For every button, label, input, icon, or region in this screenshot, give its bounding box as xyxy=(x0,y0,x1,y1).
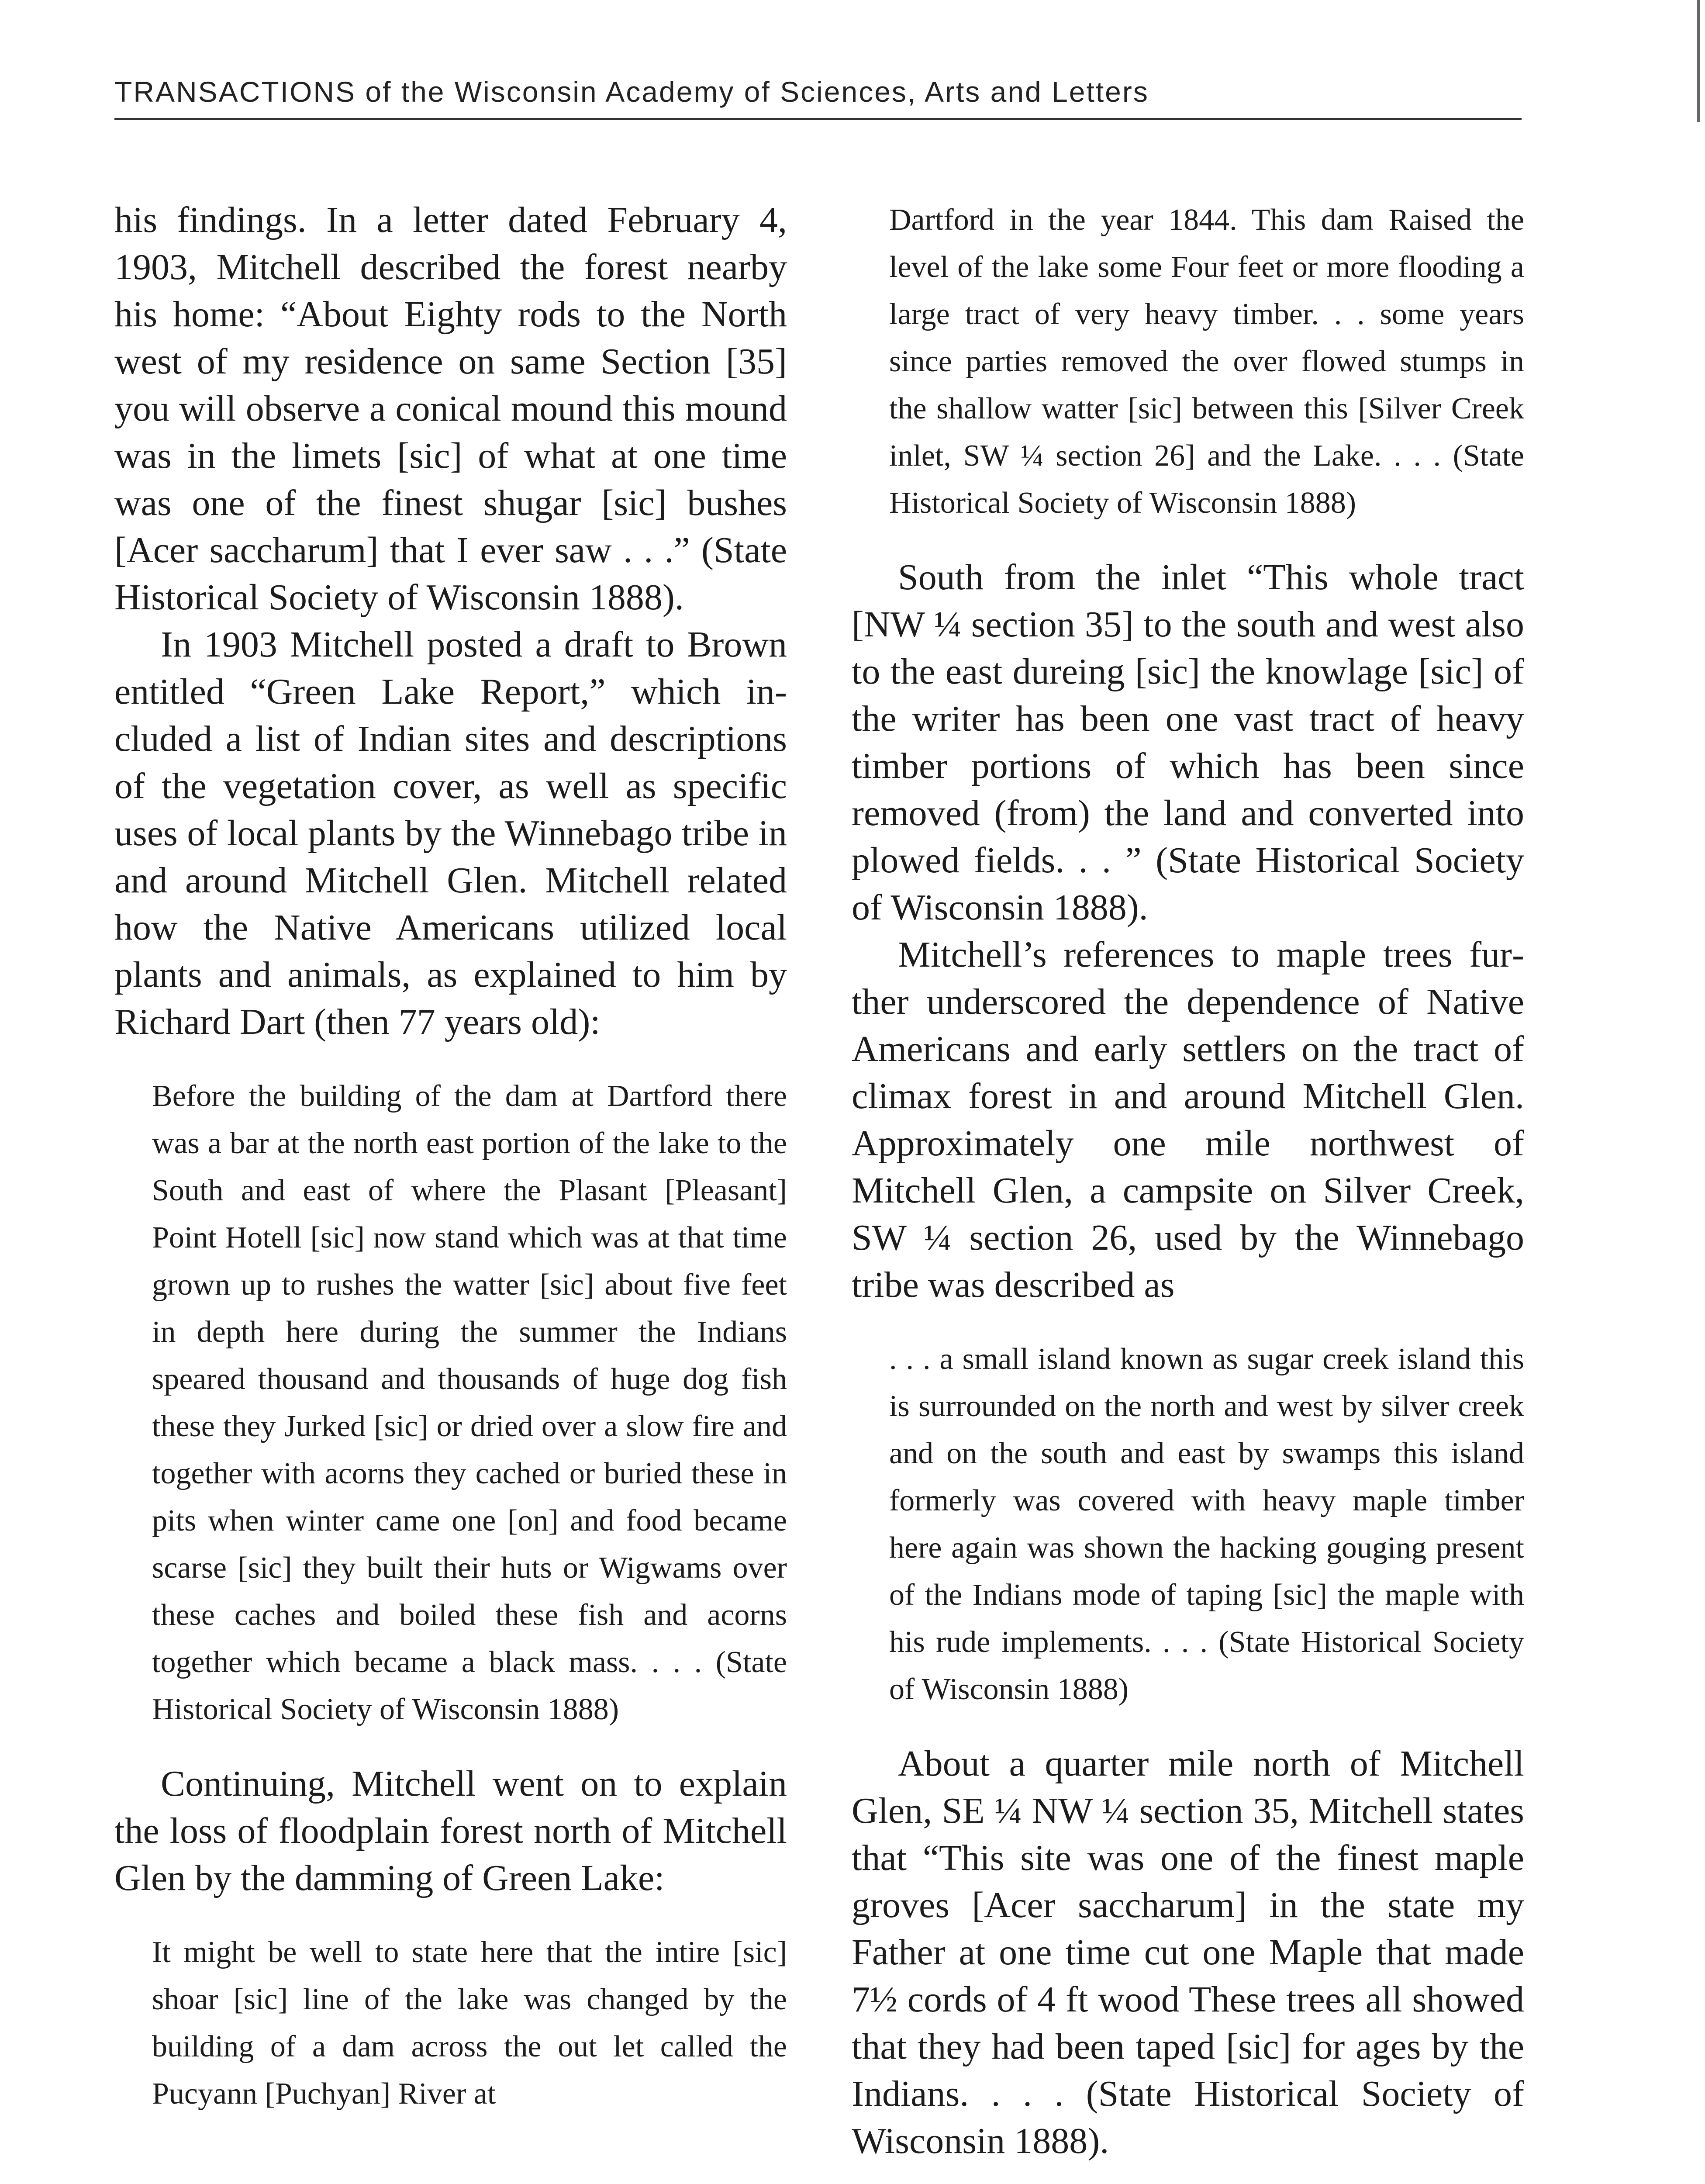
paragraph-6: About a quarter mile north of Mitchell Glen, SE ¼ NW ¼ section 35, Mitchell states that “This site was one of the finest maple groves [Acer saccharum] in the state my Father at one time cut one Maple that made 7½ cords of 4 ft wood These trees all showed that they had been taped [sic] for ages by the Indians. . . . (State Historical Society of Wisconsin 1888). xyxy=(852,1743,1524,2161)
paragraph-1: his findings. In a letter dated February 4, 1903, Mitchell described the forest nearby his home: “About Eighty rods to the North west of my residence on same Section [35] you will observe a conical mound this mound was in the limets [sic] of what at one time was one of the finest shugar [sic] bushes [Acer saccharum] that I ever saw . . .” (State Historical Society of Wisconsin 1888). xyxy=(114,200,787,618)
header-rule xyxy=(114,118,1522,120)
block-quote-2-continued: Dartford in the year 1844. This dam Raised the level of the lake some Four feet or more flooding a large tract of very heavy timber. . . some years since parties removed the over flowed stumps in the shallow watter [sic] between this [Silver Creek inlet, SW ¼ section 26] and the Lake. . . . (State Historical Society of Wisconsin 1888) xyxy=(889,203,1524,520)
paragraph-4: South from the inlet “This whole tract [NW ¼ section 35] to the south and west also to the east dureing [sic] the knowlage [sic] of the writer has been one vast tract of heavy timber portions of which has been since removed (from) the land and converted into plowed fields. . . ” (State Historical Society of Wisconsin 1888). xyxy=(852,557,1524,928)
left-column xyxy=(114,197,787,2118)
block-quote-2: It might be well to state here that the intire [sic] shoar [sic] line of the lake was changed by the building of a dam across the out let called the Pucyann [Puchyan] River at xyxy=(152,1935,787,2111)
paragraph-2: In 1903 Mitchell posted a draft to Brown entitled “Green Lake Report,” which included a list of Indian sites and descriptions of the vegetation cover, as well as specific uses of local plants by the Winnebago tribe in and around Mitchell Glen. Mitchell related how the Native Americans utilized local plants and animals, as explained to him by Richard Dart (then 77 years old): xyxy=(114,624,787,1042)
block-quote-3: . . . a small island known as sugar creek island this is surrounded on the north and west by silver creek and on the south and east by swamps this island formerly was covered with heavy maple timber here again was shown the hacking gouging present of the Indians mode of taping [sic] the maple with his rude implements. . . . (State Historical Society of Wisconsin 1888) xyxy=(889,1342,1524,1706)
paragraph-5: Mitchell’s references to maple trees further underscored the dependence of Native Americans and early settlers on the tract of climax forest in and around Mitchell Glen. Approximately one mile northwest of Mitchell Glen, a campsite on Silver Creek, SW ¼ section 26, used by the Winnebago tribe was described as xyxy=(852,934,1524,1305)
paragraph-3: Continuing, Mitchell went on to explain the loss of floodplain forest north of Mitchell Glen by the damming of Green Lake: xyxy=(114,1763,787,1898)
running-header: TRANSACTIONS of the Wisconsin Academy of Sciences, Arts and Letters xyxy=(114,76,1149,108)
block-quote-1: Before the building of the dam at Dartford there was a bar at the north east portion of the lake to the South and east of where the Plasant [Pleasant] Point Hotell [sic] now stand which was at that time grown up to rushes the watter [sic] about five feet in depth here during the summer the Indians speared thousand and thousands of huge dog fish these they Jurked [sic] or dried over a slow fire and together with acorns they cached or buried these in pits when winter came one [on] and food became scarse [sic] they built their huts or Wigwams over these caches and boiled these fish and acorns together which became a black mass. . . . (State Historical Society of Wisconsin 1888) xyxy=(152,1079,787,1726)
scan-edge-mark xyxy=(1697,0,1700,122)
right-column xyxy=(852,197,1524,2165)
